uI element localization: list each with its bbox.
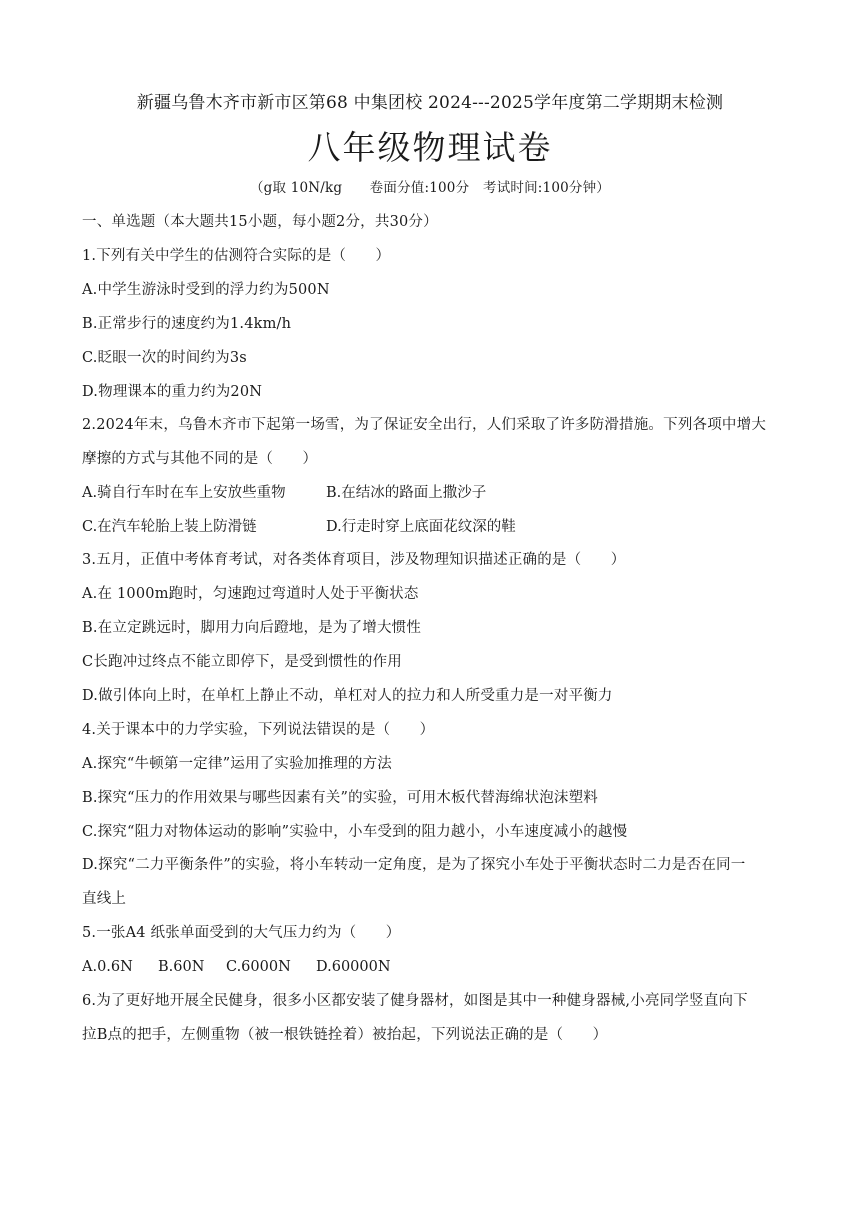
question-2-stem-line2: 摩擦的方式与其他不同的是（ ） (82, 451, 318, 467)
question-3-option-d: D.做引体向上时，在单杠上静止不动，单杠对人的拉力和人所受重力是一对平衡力 (82, 688, 613, 704)
question-4-stem: 4.关于课本中的力学实验，下列说法错误的是（ ） (82, 722, 435, 738)
question-5-stem: 5.一张A4 纸张单面受到的大气压力约为（ ） (82, 925, 401, 941)
question-2-option-c: C.在汽车轮胎上装上防滑链 (82, 519, 257, 535)
question-2-stem-line1: 2.2024年末，乌鲁木齐市下起第一场雪，为了保证安全出行，人们采取了许多防滑措施。下列各项中增大 (82, 417, 767, 433)
question-4-option-d-continued: 直线上 (82, 891, 127, 907)
exam-info: （g取 10N/kg 卷面分值:100分 考试时间:100分钟） (249, 180, 611, 196)
question-6-stem-line1: 6.为了更好地开展全民健身，很多小区都安装了健身器材，如图是其中一种健身器械,小亮同学竖直向下 (82, 993, 748, 1009)
question-3-option-a: A.在 1000m跑时，匀速跑过弯道时人处于平衡状态 (82, 586, 419, 602)
question-5-option-c: C.6000N (226, 959, 291, 975)
section-heading: 一、单选题（本大题共15小题，每小题2分，共30分） (82, 214, 438, 230)
question-2-option-a: A.骑自行车时在车上安放些重物 (82, 485, 286, 501)
question-5-option-b: B.60N (158, 959, 205, 975)
question-4-option-d: D.探究“二力平衡条件”的实验，将小车转动一定角度，是为了探究小车处于平衡状态时二力是否在同一 (82, 857, 746, 873)
question-1-option-d: D.物理课本的重力约为20N (82, 384, 263, 400)
question-3-option-c: C长跑冲过终点不能立即停下，是受到惯性的作用 (82, 654, 402, 670)
question-1-stem: 1.下列有关中学生的估测符合实际的是（ ） (82, 248, 391, 264)
question-4-option-b: B.探究“压力的作用效果与哪些因素有关”的实验，可用木板代替海绵状泡沫塑料 (82, 790, 598, 806)
question-4-option-c: C.探究“阻力对物体运动的影响”实验中，小车受到的阻力越小，小车速度减小的越慢 (82, 824, 628, 840)
question-2-option-d: D.行走时穿上底面花纹深的鞋 (326, 519, 516, 535)
question-2-option-b: B.在结冰的路面上撒沙子 (326, 485, 487, 501)
question-3-stem: 3.五月，正值中考体育考试，对各类体育项目，涉及物理知识描述正确的是（ ） (82, 552, 626, 568)
question-4-option-a: A.探究“牛顿第一定律”运用了实验加推理的方法 (82, 756, 393, 772)
question-1-option-b: B.正常步行的速度约为1.4km/h (82, 316, 292, 332)
question-1-option-a: A.中学生游泳时受到的浮力约为500N (82, 282, 330, 298)
question-5-option-d: D.60000N (316, 959, 391, 975)
school-header: 新疆乌鲁木齐市新市区第68 中集团校 2024---2025学年度第二学期期末检测 (136, 93, 724, 113)
question-1-option-c: C.眨眼一次的时间约为3s (82, 350, 247, 366)
question-3-option-b: B.在立定跳远时，脚用力向后蹬地，是为了增大惯性 (82, 620, 422, 636)
page-title: 八年级物理试卷 (307, 128, 553, 167)
question-5-option-a: A.0.6N (82, 959, 133, 975)
question-6-stem-line2: 拉B点的把手，左侧重物（被一根铁链拴着）被抬起，下列说法正确的是（ ） (82, 1027, 608, 1043)
